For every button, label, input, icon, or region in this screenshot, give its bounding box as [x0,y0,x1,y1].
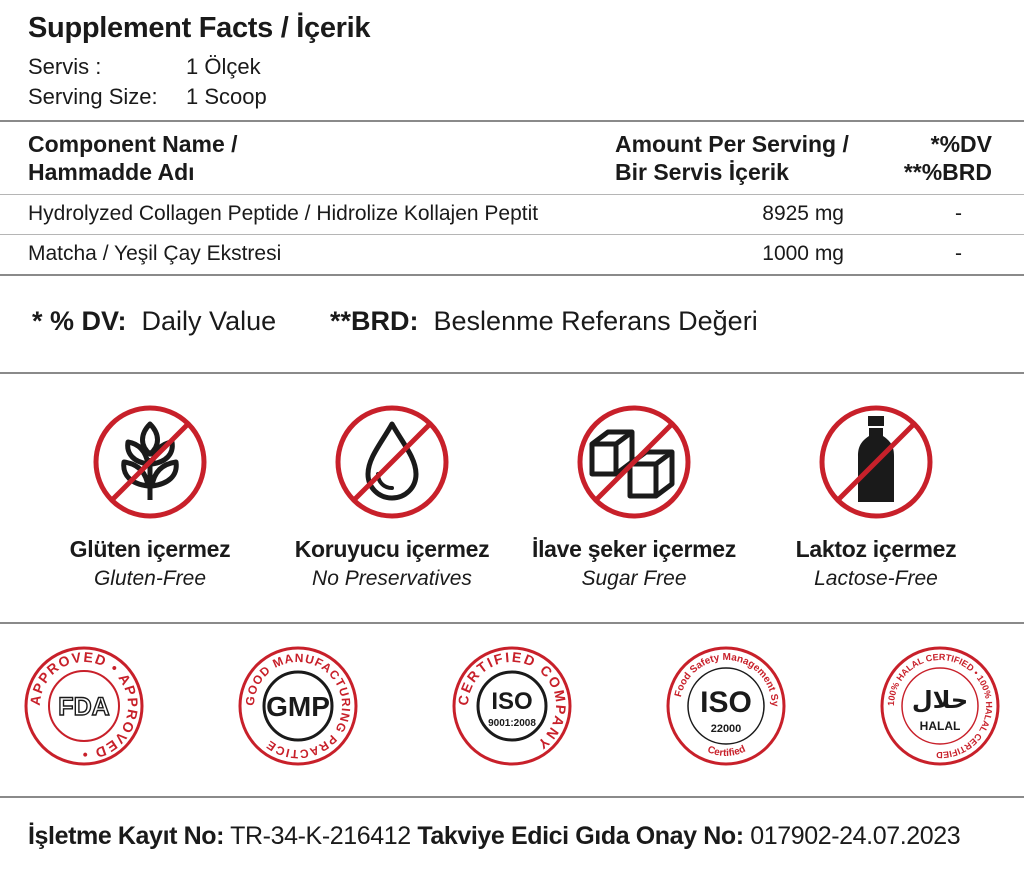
row-2-dv: - [955,242,962,265]
registration-value: TR-34-K-216412 [230,822,411,850]
badge-ring-text: 100% HALAL CERTIFIED • 100% HALAL CERTIFIED [885,651,995,761]
divider [0,274,1024,276]
feature-title-tr: Koruyucu içermez [294,536,490,562]
registration-footer [28,822,960,851]
legend-brd [330,306,758,337]
wheat-crossed-icon [90,402,210,522]
feature-title-en: Gluten-Free [93,567,207,590]
feature-title-en: No Preservatives [312,567,472,590]
gmp-badge [236,644,360,773]
legend-brd-value: Beslenme Referans Değeri [433,306,758,336]
approval-key: Takviye Edici Gıda Onay No: [417,822,744,850]
col-brd-header-line2: **%BRD [903,159,992,185]
sugar-cubes-crossed-icon [574,402,694,522]
col-component-header [28,130,238,186]
row-1-name: Hydrolyzed Collagen Peptide / Hidrolize Kollajen Peptit [28,202,539,225]
feature-title-en: Sugar Free [581,567,687,590]
drop-crossed-icon [332,402,452,522]
col-amount-header-line1: Amount Per Serving / [615,131,849,157]
badge-bottom-text: Certified [705,743,748,760]
serving-size-label: Serving Size: [28,84,158,109]
servis-label: Servis : [28,54,102,79]
feature-title-en: Lactose-Free [814,567,938,590]
badge-center-text: FDA [58,693,110,721]
badge-center-text: ISO [491,688,533,715]
servis-row [28,54,261,80]
halal-badge [878,644,1002,773]
badge-sub-text: HALAL [919,719,961,733]
approval-value: 017902-24.07.2023 [750,822,961,850]
col-dv-header [904,130,992,186]
feature-title-tr: İlave şeker içermez [531,536,737,562]
legend-dv-value: Daily Value [141,306,277,336]
row-1-dv: - [955,202,962,225]
iso-22000-badge [664,644,788,773]
row-2-amount: 1000 mg [762,242,844,265]
divider [0,194,1024,195]
col-component-header-line1: Component Name / [28,131,238,157]
feature-lactose-free [756,402,996,591]
feature-gluten-free [30,402,270,591]
legend-dv [32,306,276,337]
fda-approved-badge [22,644,146,773]
serving-size-value: 1 Scoop [186,84,267,109]
badge-sub-text: 22000 [710,723,742,735]
serving-size-row [28,84,267,110]
feature-no-preservatives [272,402,512,591]
col-dv-header-line1: *%DV [930,131,992,157]
badge-center-text: ISO [700,686,752,719]
badge-ring-text: CERTIFIED COMPANY [454,648,570,754]
feature-title-tr: Laktoz içermez [795,536,957,562]
row-2-name: Matcha / Yeşil Çay Ekstresi [28,242,282,265]
badge-ring-text: Food Safety Management Sy [672,651,781,707]
legend-brd-key: **BRD: [330,306,419,336]
row-1-amount: 8925 mg [762,202,844,225]
page-title: Supplement Facts / İçerik [28,12,371,44]
divider [0,372,1024,374]
divider [0,234,1024,235]
divider [0,622,1024,624]
col-amount-header-line2: Bir Servis İçerik [615,159,789,185]
divider [0,120,1024,122]
legend-dv-key: * % DV: [32,306,127,336]
iso-9001-badge [450,644,574,773]
col-amount-header [615,130,849,186]
servis-value: 1 Ölçek [186,54,261,79]
bottle-crossed-icon [816,402,936,522]
divider [0,796,1024,798]
badge-center-text: GMP [266,691,330,722]
col-component-header-line2: Hammadde Adı [28,159,195,185]
svg-text:Certified [706,744,748,759]
feature-title-tr: Glüten içermez [69,536,231,562]
badge-ring-text: APPROVED • APPROVED • [26,648,142,764]
badge-center-text: حلال [911,686,969,714]
badge-sub-text: 9001:2008 [488,718,536,729]
registration-key: İşletme Kayıt No: [28,822,225,850]
badge-ring-text: GOOD MANUFACTURING PRACTICE [242,650,354,762]
feature-sugar-free [514,402,754,591]
